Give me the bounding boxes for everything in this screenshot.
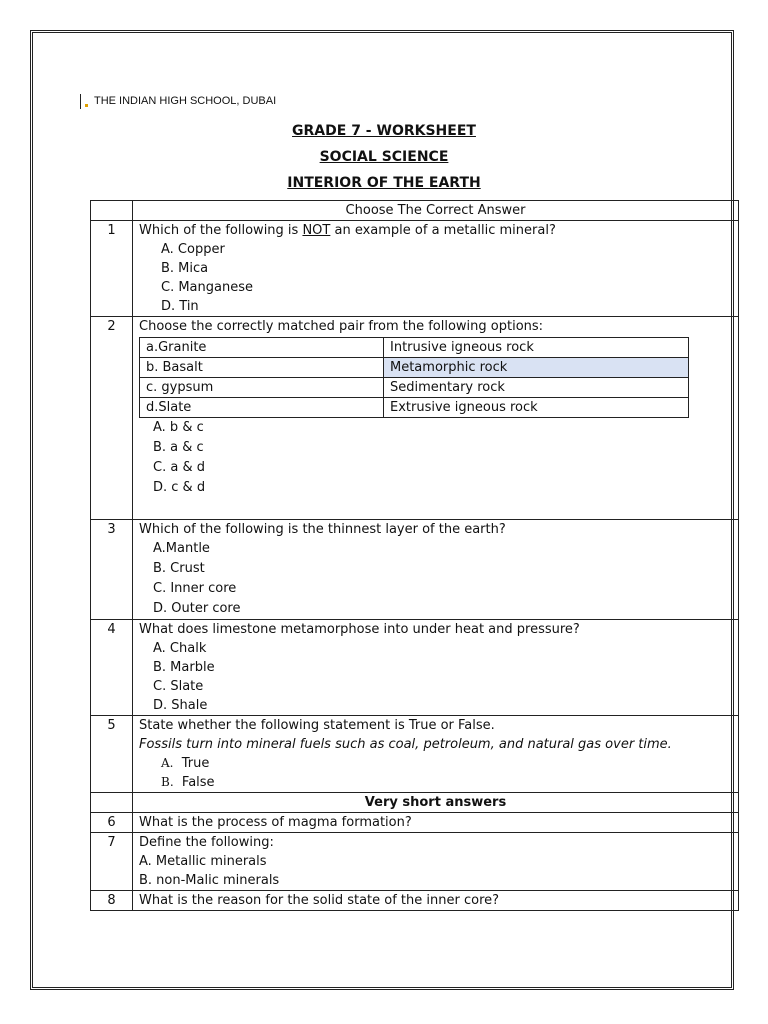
question-row bbox=[91, 317, 739, 520]
option: B. Marble bbox=[153, 660, 215, 675]
question-number: 4 bbox=[91, 620, 133, 716]
match-row bbox=[140, 338, 689, 358]
empty-cell bbox=[91, 793, 133, 813]
heading-subject: SOCIAL SCIENCE bbox=[319, 149, 449, 165]
question-row bbox=[91, 716, 739, 793]
question-text bbox=[139, 221, 738, 240]
question-row bbox=[91, 620, 739, 716]
option: B. Crust bbox=[153, 561, 205, 576]
question-text: Choose the correctly matched pair from the following options: bbox=[139, 319, 544, 334]
match-type: Extrusive igneous rock bbox=[384, 398, 689, 418]
question-number: 8 bbox=[91, 891, 133, 911]
match-rock: b. Basalt bbox=[140, 358, 384, 378]
option: D. c & d bbox=[153, 480, 206, 495]
option: A. b & c bbox=[153, 420, 204, 435]
option: C. Inner core bbox=[153, 581, 237, 596]
option: C. Slate bbox=[153, 679, 204, 694]
question-body bbox=[133, 520, 739, 620]
match-rock: c. gypsum bbox=[140, 378, 384, 398]
option-marker: A. bbox=[161, 756, 174, 770]
question-body bbox=[133, 620, 739, 716]
section-header-row bbox=[91, 793, 739, 813]
match-type-highlighted: Metamorphic rock bbox=[384, 358, 689, 378]
option: B. Mica bbox=[161, 261, 209, 276]
section-title-mcq: Choose The Correct Answer bbox=[133, 201, 739, 221]
heading-grade: GRADE 7 - WORKSHEET bbox=[292, 123, 476, 139]
question-row bbox=[91, 221, 739, 317]
question-text-emphasis: NOT bbox=[302, 223, 331, 238]
option: C. a & d bbox=[153, 460, 205, 475]
match-type: Intrusive igneous rock bbox=[384, 338, 689, 358]
bullet-dot-icon bbox=[85, 104, 88, 107]
option bbox=[139, 754, 738, 773]
matching-table bbox=[139, 337, 689, 418]
question-text: Define the following: bbox=[139, 835, 274, 850]
question-number: 1 bbox=[91, 221, 133, 317]
question-number: 3 bbox=[91, 520, 133, 620]
question-row bbox=[91, 813, 739, 833]
option-marker: B. bbox=[161, 775, 174, 789]
match-type: Sedimentary rock bbox=[384, 378, 689, 398]
option: B. a & c bbox=[153, 440, 204, 455]
question-text-part: Which of the following is bbox=[139, 223, 303, 238]
option-label: False bbox=[181, 775, 215, 790]
option: A.Mantle bbox=[153, 541, 210, 556]
section-title-short: Very short answers bbox=[133, 793, 739, 813]
question-number: 2 bbox=[91, 317, 133, 520]
option: D. Shale bbox=[153, 698, 208, 713]
question-text: State whether the following statement is True or False. bbox=[139, 718, 495, 733]
match-row bbox=[140, 378, 689, 398]
question-body bbox=[133, 317, 739, 520]
question-text: What is the reason for the solid state of the inner core? bbox=[133, 891, 739, 911]
question-body bbox=[133, 716, 739, 793]
question-number: 5 bbox=[91, 716, 133, 793]
option: A. Chalk bbox=[153, 641, 207, 656]
question-text: Which of the following is the thinnest layer of the earth? bbox=[139, 522, 506, 537]
match-row bbox=[140, 358, 689, 378]
question-row bbox=[91, 891, 739, 911]
empty-cell bbox=[91, 201, 133, 221]
statement-text: Fossils turn into mineral fuels such as coal, petroleum, and natural gas over time. bbox=[139, 737, 672, 752]
question-body bbox=[133, 833, 739, 891]
option-label: True bbox=[181, 756, 210, 771]
worksheet-table bbox=[90, 200, 739, 911]
question-number: 6 bbox=[91, 813, 133, 833]
question-row bbox=[91, 833, 739, 891]
option bbox=[139, 773, 738, 792]
question-row bbox=[91, 520, 739, 620]
match-row bbox=[140, 398, 689, 418]
option: D. Tin bbox=[161, 299, 199, 314]
question-body bbox=[133, 221, 739, 317]
definition-item: B. non-Malic minerals bbox=[139, 873, 280, 888]
section-header-row bbox=[91, 201, 739, 221]
school-name-line bbox=[80, 93, 276, 109]
match-rock: d.Slate bbox=[140, 398, 384, 418]
question-number: 7 bbox=[91, 833, 133, 891]
option: C. Manganese bbox=[161, 280, 253, 295]
question-text: What does limestone metamorphose into under heat and pressure? bbox=[139, 622, 580, 637]
option: A. Copper bbox=[161, 242, 225, 257]
question-text: What is the process of magma formation? bbox=[133, 813, 739, 833]
heading-topic: INTERIOR OF THE EARTH bbox=[287, 175, 481, 191]
match-rock: a.Granite bbox=[140, 338, 384, 358]
text-cursor bbox=[80, 94, 81, 109]
school-name: THE INDIAN HIGH SCHOOL, DUBAI bbox=[94, 95, 277, 107]
question-text-part: an example of a metallic mineral? bbox=[330, 223, 556, 238]
option: D. Outer core bbox=[153, 601, 241, 616]
definition-item: A. Metallic minerals bbox=[139, 854, 267, 869]
